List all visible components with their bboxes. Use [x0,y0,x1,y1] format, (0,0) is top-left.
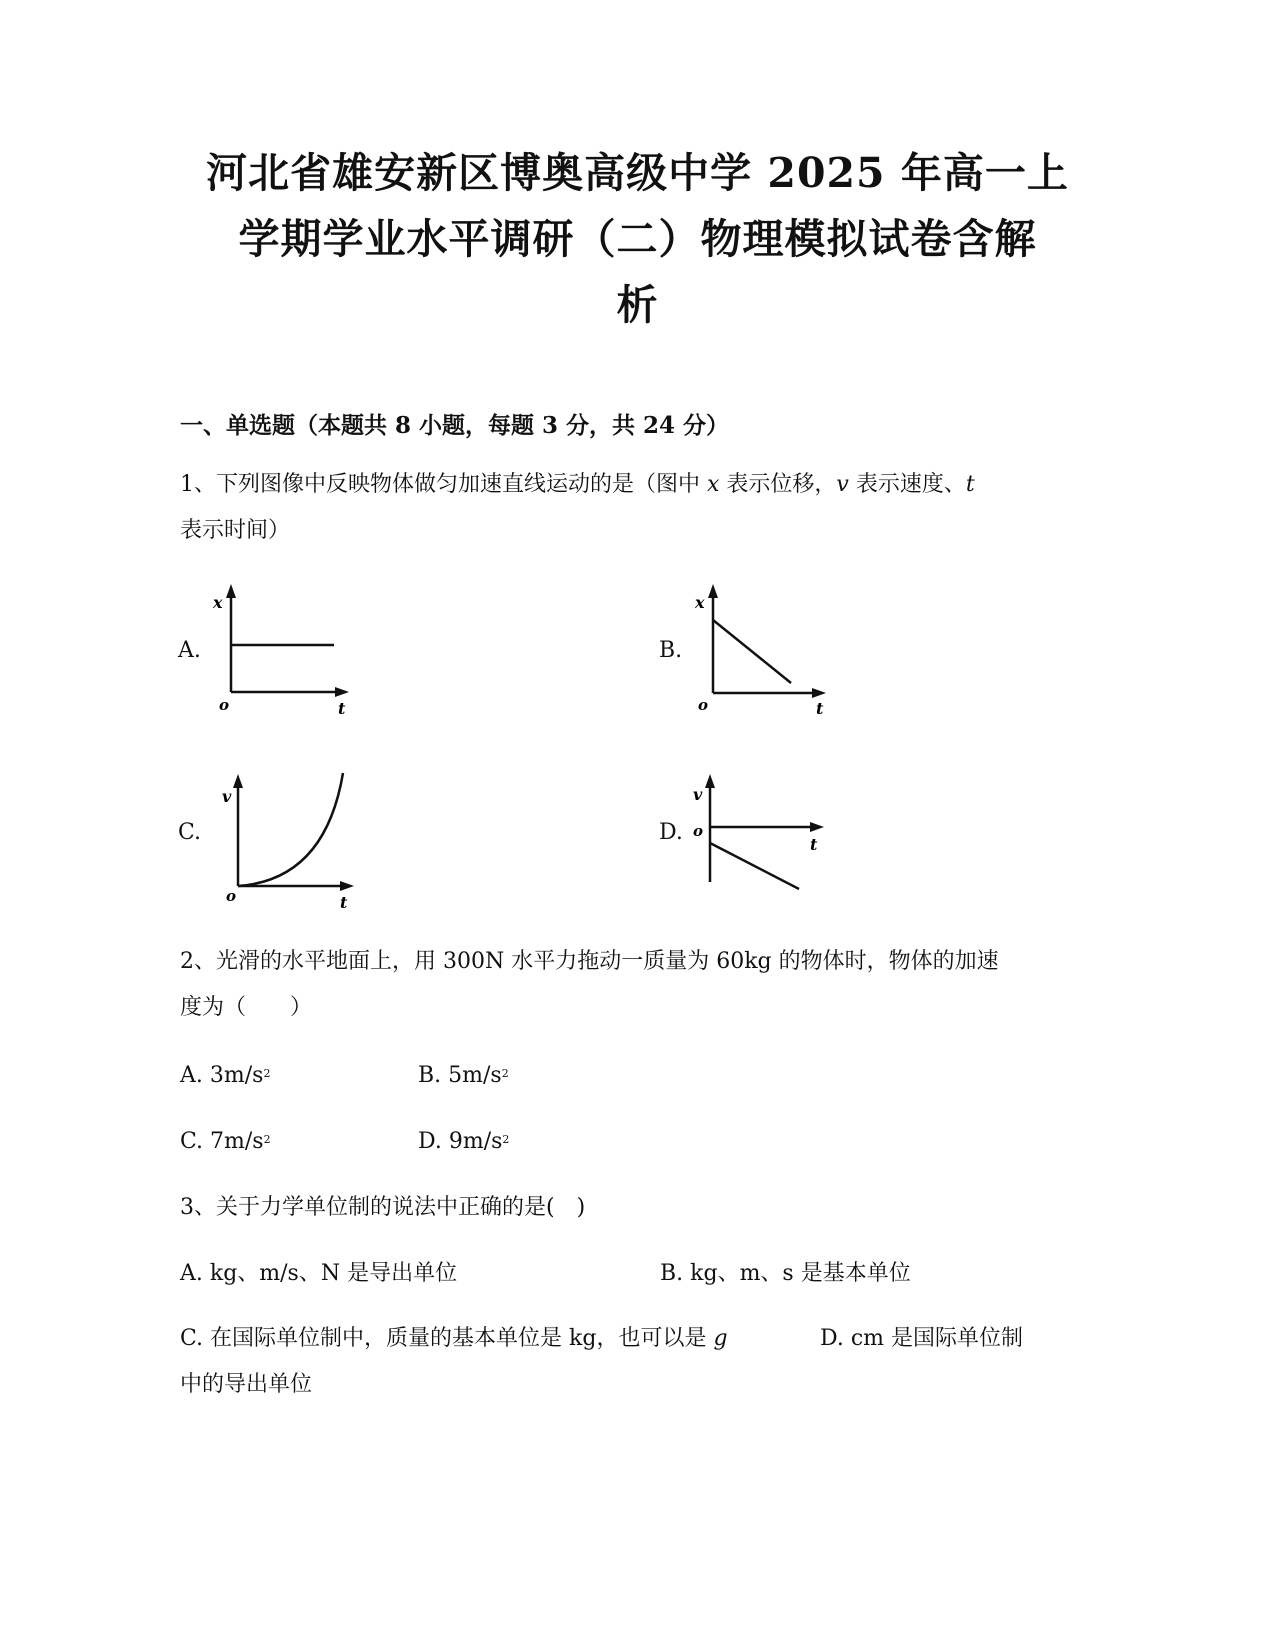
q1-text-b: 表示位移， [719,472,837,497]
graph-a-origin: o [219,696,230,714]
graph-d-x-label: t [810,835,818,854]
graph-a-x-label: t [338,699,346,718]
q3-option-d-continued: 中的导出单位 [180,1372,313,1397]
q1-text-a: 1、下列图像中反映物体做匀加速直线运动的是（图中 [180,472,707,497]
q1-option-b-label: B. [659,638,683,663]
question-3-stem: 3、关于力学单位制的说法中正确的是( ) [180,1195,586,1220]
q1-option-a-graph [205,580,365,724]
graph-c-y-label: v [222,787,232,806]
graph-d-y-label: v [693,785,703,804]
graph-b-y-label: x [695,593,705,612]
q2-option-c: C. $7m/s^2$ [180,1129,271,1154]
graph-b-origin: o [698,696,709,714]
title-line-2: 学期学业水平调研（二）物理模拟试卷含解 [238,215,1037,263]
q1-text-c: 表示速度、 [848,472,966,497]
q1-option-b-graph [688,580,848,724]
title-line-3: 析 [616,281,659,329]
q1-option-d-label: D. [659,820,683,845]
graph-d-origin: o [693,822,704,840]
q2-option-b: B. $5m/s^2$ [418,1063,509,1088]
graph-a-y-label: x [213,593,223,612]
section-heading: 一、单选题（本题共 8 小题，每题 3 分，共 24 分） [180,412,730,439]
question-1-stem-line-2: 表示时间） [180,518,291,543]
question-2-stem: 2、光滑的水平地面上，用 300N 水平力拖动一质量为 60kg 的物体时，物体的加速 [180,949,999,974]
title-line-1: 河北省雄安新区博奥高级中学 2025 年高一上 [206,149,1069,197]
q3-option-b: B. kg、m、s 是基本单位 [660,1261,911,1286]
q2-option-d: D. $9m/s^2$ [418,1129,510,1154]
q1-option-a-label: A. [178,638,201,663]
graph-c-x-label: t [340,893,348,912]
q3-option-c: C. 在国际单位制中，质量的基本单位是 kg，也可以是 g [180,1326,728,1351]
q1-option-d-graph [688,770,848,904]
q3-option-a: A. kg、m/s、N 是导出单位 [180,1261,458,1286]
graph-c-origin: o [226,887,237,905]
q1-symbol-v: v [836,472,849,497]
q3-option-d: D. cm 是国际单位制 [820,1326,1024,1351]
q1-option-c-label: C. [178,820,202,845]
q1-symbol-x: x [707,472,720,497]
question-1-stem [180,469,975,501]
q1-option-c-graph [210,768,370,917]
question-2-stem-line-2: 度为（ ） [180,995,313,1020]
q1-symbol-t: t [965,472,975,497]
document-title [150,140,1125,338]
graph-b-x-label: t [816,699,824,718]
q2-option-a: A. $3m/s^2$ [180,1063,271,1088]
